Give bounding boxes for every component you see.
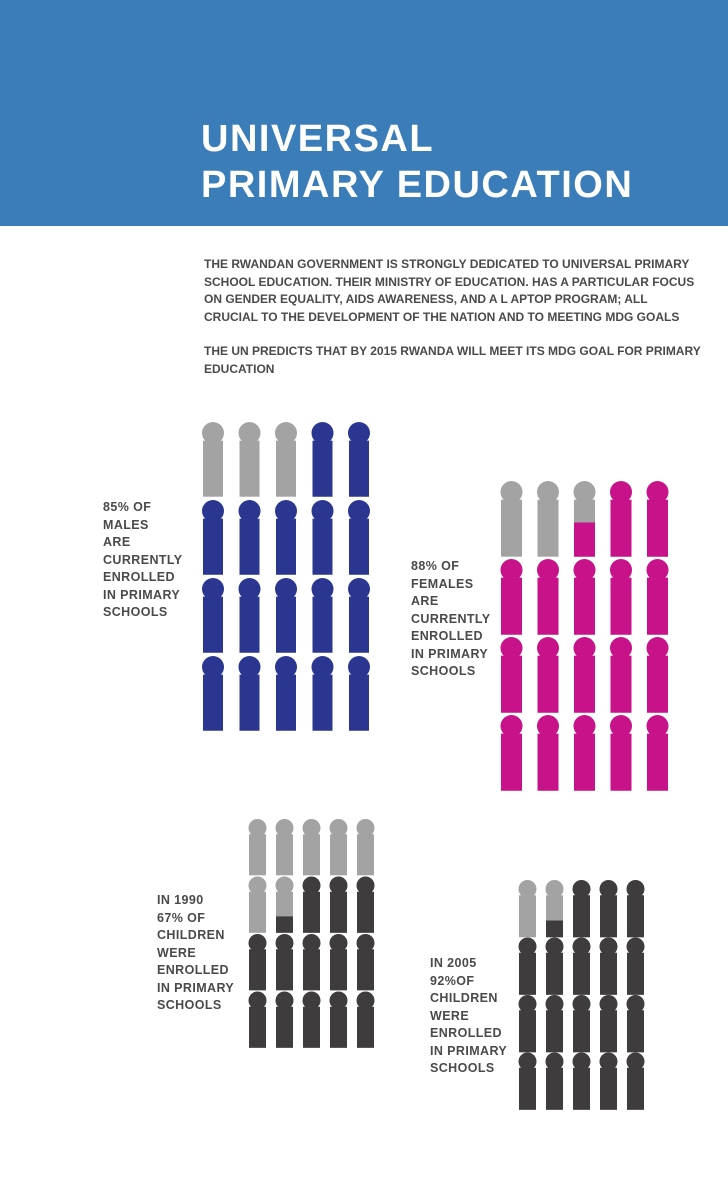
person-fill [546,1010,563,1052]
person-icon [519,995,537,1052]
person-icon [600,880,618,937]
caption-line: 88% OF [411,559,460,573]
caption-line: ARE [411,594,439,608]
caption-line: IN PRIMARY [157,980,235,995]
caption-line: IN 1990 [157,893,204,907]
person-icon [546,995,564,1052]
caption-line: ENROLLED [430,1026,502,1040]
person-fill [573,1010,590,1052]
person-icon [627,880,645,937]
person-icon [627,1053,645,1110]
person-fill [627,953,644,995]
caption-line: 92%OF [430,973,475,988]
person-fill [519,1068,536,1110]
person-icon [600,995,618,1052]
person-body [519,895,536,937]
person-icon [573,995,591,1052]
caption-line: WERE [157,945,197,960]
person-fill [627,1010,644,1052]
caption-line: 85% OF [103,500,152,514]
caption-line: ARE [103,535,131,549]
person-fill [600,953,617,995]
intro-paragraph-2: THE UN PREDICTS THAT BY 2015 RWANDA WILL MEET ITS MDG GOAL FOR PRIMARY EDUCATION [204,344,701,376]
title-line-2: PRIMARY EDUCATION [201,164,634,206]
caption-line: CHILDREN [157,928,225,942]
caption-line: IN 2005 [430,956,477,970]
person-fill [519,1010,536,1052]
intro-paragraph-1: THE RWANDAN GOVERNMENT IS STRONGLY DEDICATED TO UNIVERSAL PRIMARY SCHOOL EDUCATION. THEIR MINISTRY OF EDUCATION. HAS A PARTICULAR FOCUS ON GENDER EQUALITY, AIDS AWARENESS, AND A L APTOP PROGRAM; ALL CRUCIAL TO THE DEVELOPMENT OF THE NATION AND TO MEETING MDG GOALS [204,257,695,324]
person-icon [546,880,564,937]
caption-line: 67% OF [157,910,206,925]
person-head [519,880,537,898]
caption-line: ENROLLED [411,629,483,643]
person-icon [519,1053,537,1110]
person-icon [573,880,591,937]
person-fill [546,953,563,995]
person-icon [600,938,618,995]
caption-line: WERE [430,1008,470,1023]
caption-line: SCHOOLS [103,605,168,619]
person-icon [600,1053,618,1110]
person-fill [519,953,536,995]
person-fill [573,953,590,995]
caption-line: IN PRIMARY [411,646,489,661]
title-line-1: UNIVERSAL [201,118,435,160]
person-fill [627,895,644,937]
caption-line: CHILDREN [430,991,498,1005]
person-fill [573,1068,590,1110]
caption-line: IN PRIMARY [430,1043,508,1058]
caption-line: ENROLLED [157,963,229,977]
person-icon [627,938,645,995]
person-icon [546,938,564,995]
caption-line: SCHOOLS [430,1061,495,1075]
person-icon [573,938,591,995]
caption-line: IN PRIMARY [103,587,181,602]
person-fill [546,1068,563,1110]
person-fill [627,1068,644,1110]
caption-line: SCHOOLS [411,664,476,678]
person-head [546,880,564,898]
person-icon [546,1053,564,1110]
person-fill [573,895,590,937]
person-icon [519,880,537,937]
person-fill [600,895,617,937]
person-icon [573,1053,591,1110]
person-fill [600,1010,617,1052]
person-fill [600,1068,617,1110]
person-fill [546,921,563,938]
caption-line: ENROLLED [103,570,175,584]
person-icon [627,995,645,1052]
caption-line: MALES [103,517,149,532]
caption-line: CURRENTLY [411,611,491,626]
caption-line: FEMALES [411,576,474,591]
caption-line: CURRENTLY [103,552,183,567]
person-icon [519,938,537,995]
caption-line: SCHOOLS [157,998,222,1012]
